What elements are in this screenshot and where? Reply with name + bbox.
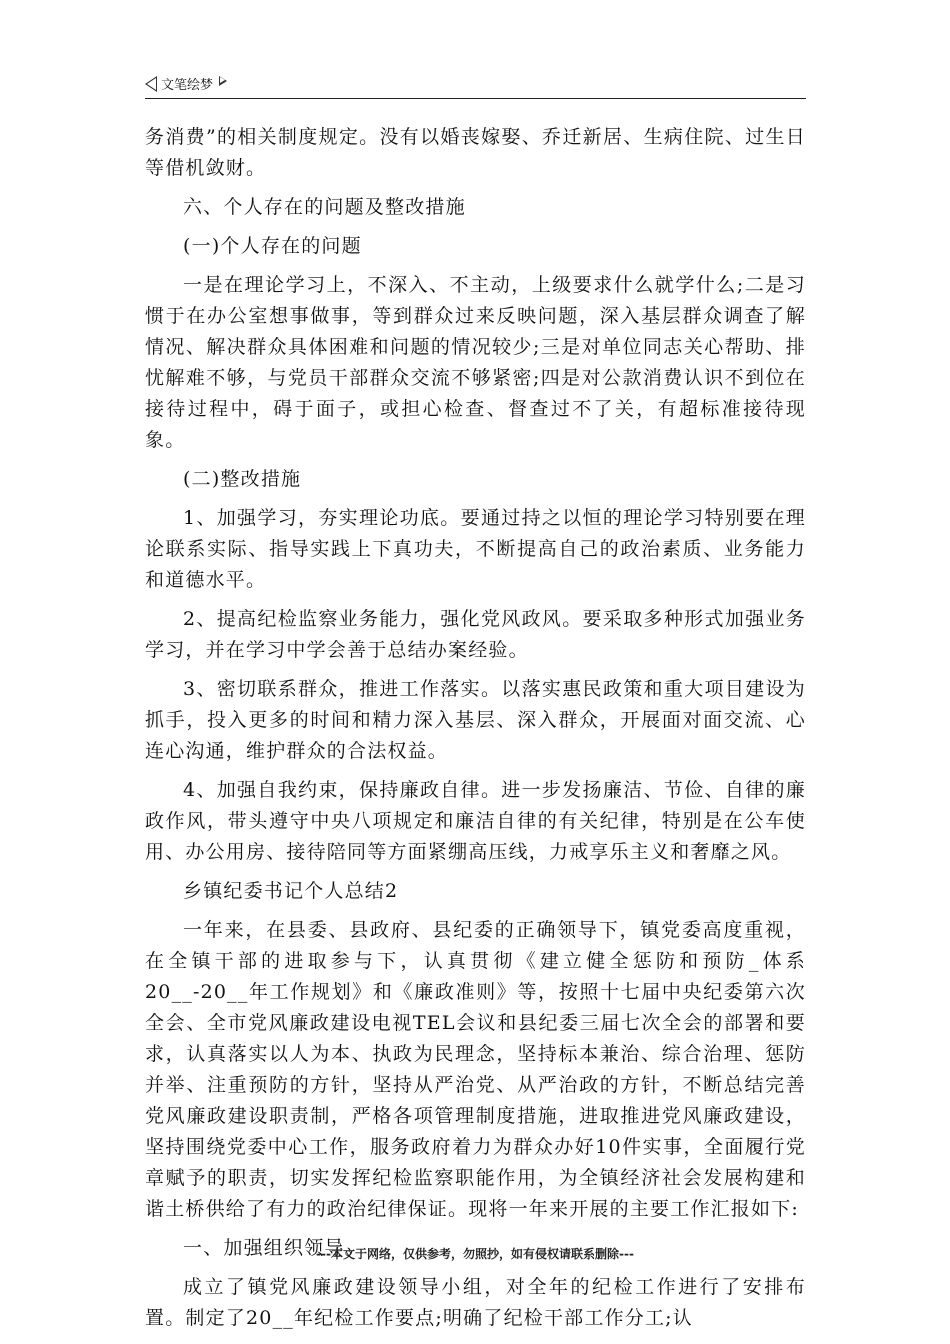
paragraph: 3、密切联系群众，推进工作落实。以落实惠民政策和重大项目建设为抓手，投入更多的时间和精力深入基层、深入群众，开展面对面交流、心连心沟通，维护群众的合法权益。 — [145, 678, 806, 762]
document-body — [145, 122, 806, 1342]
paragraph: 务消费”的相关制度规定。没有以婚丧嫁娶、乔迁新居、生病住院、过生日等借机敛财。 — [145, 126, 806, 179]
page-header — [145, 72, 806, 99]
paragraph: 成立了镇党风廉政建设领导小组，对全年的纪检工作进行了安排布置。制定了20__年纪检工作要点;明确了纪检干部工作分工;认 — [145, 1276, 806, 1329]
brand-logo-text: 文笔绘梦 — [161, 78, 214, 93]
section-heading: 六、个人存在的问题及整改措施 — [183, 196, 466, 218]
subsection-heading: (一)个人存在的问题 — [183, 235, 362, 257]
paragraph: 一年来，在县委、县政府、县纪委的正确领导下，镇党委高度重视，在全镇干部的进取参与下，认真贯彻《建立健全惩防和预防_体系20__-20__年工作规划》和《廉政准则》等，按照十七届中央纪委第六次全会、全市党风廉政建设电视TEL会议和县纪委三届七次全会的部署和要求，认真落实以人为本、执政为民理念，坚持标本兼治、综合治理、惩防并举、注重预防的方针，坚持从严治党、从严治政的方针，不断总结完善党风廉政建设职责制，严格各项管理制度措施，进取推进党风廉政建设，坚持围绕党委中心工作，服务政府着力为群众办好10件实事，全面履行党章赋予的职责，切实发挥纪检监察职能作用，为全镇经济社会发展构建和谐土桥供给了有力的政治纪律保证。现将一年来开展的主要工作汇报如下: — [145, 919, 806, 1220]
brand-logo — [145, 74, 227, 93]
subsection-heading: (二)整改措施 — [183, 468, 302, 490]
triangle-left-icon — [145, 76, 157, 92]
paragraph: 4、加强自我约束，保持廉政自律。进一步发扬廉洁、节俭、自律的廉政作风，带头遵守中央八项规定和廉洁自律的有关纪律，特别是在公车使用、办公用房、接待陪同等方面紧绷高压线，力戒享乐主义和奢靡之风。 — [145, 779, 806, 863]
footer-disclaimer: ---本文于网络，仅供参考，勿照抄，如有侵权请联系删除--- — [316, 1247, 634, 1261]
paragraph: 一是在理论学习上，不深入、不主动，上级要求什么就学什么;二是习惯于在办公室想事做事，等到群众过来反映问题，深入基层群众调查了解情况、解决群众具体困难和问题的情况较少;三是对单位同志关心帮助、排忧解难不够，与党员干部群众交流不够紧密;四是对公款消费认识不到位在接待过程中，碍于面子，或担心检查、督查过不了关，有超标准接待现象。 — [145, 274, 806, 451]
triangle-right-icon — [219, 76, 227, 86]
paragraph: 1、加强学习，夯实理论功底。要通过持之以恒的理论学习特别要在理论联系实际、指导实践上下真功夫，不断提高自己的政治素质、业务能力和道德水平。 — [145, 507, 806, 591]
section-heading: 一、加强组织领导。 — [183, 1237, 365, 1259]
document-title: 乡镇纪委书记个人总结2 — [183, 880, 399, 902]
paragraph: 2、提高纪检监察业务能力，强化党风政风。要采取多种形式加强业务学习，并在学习中学会善于总结办案经验。 — [145, 608, 806, 661]
